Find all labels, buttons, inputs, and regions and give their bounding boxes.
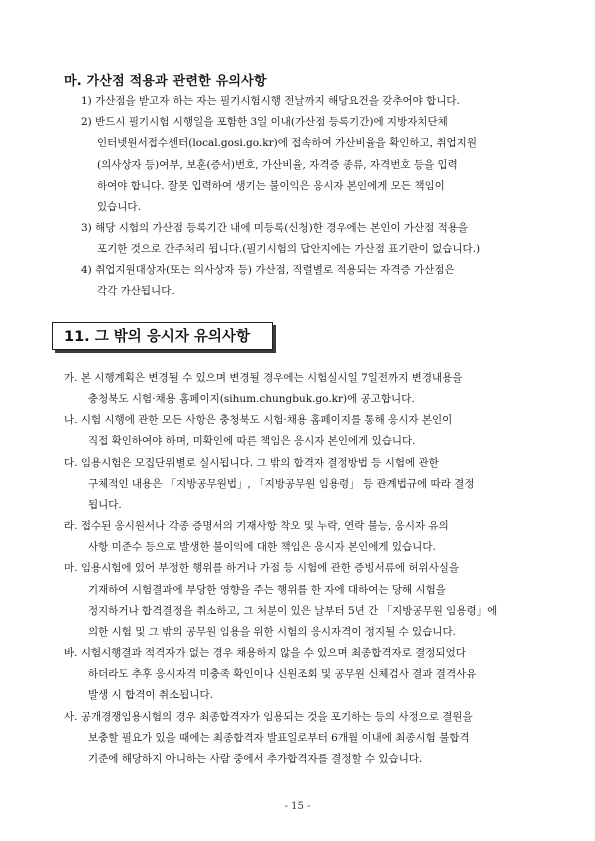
- list-item-na-cont: 직접 확인하여야 하며, 미확인에 따른 책임은 응시자 본인에게 있습니다.: [88, 435, 416, 447]
- list-item-da-cont-2: 됩니다.: [88, 499, 122, 511]
- list-item-ra-cont: 사항 미준수 등으로 발생한 불이익에 대한 책임은 응시자 본인에게 있습니다.: [88, 541, 436, 553]
- list-item-da: 다. 임용시험은 모집단위별로 실시됩니다. 그 밖의 합격자 결정방법 등 시험에 관한: [64, 457, 439, 469]
- list-item-ba-cont-2: 발생 시 합격이 취소됩니다.: [88, 689, 213, 701]
- list-item-ga: 가. 본 시행계획은 변경될 수 있으며 변경될 경우에는 시험실시일 7일전까지 변경내용을: [64, 372, 463, 384]
- list-item-na: 나. 시험 시행에 관한 모든 사항은 충청북도 시험·채용 홈페이지를 통해 응시자 본인이: [64, 414, 453, 426]
- list-item-da-cont-1: 구체적인 내용은 「지방공무원법」, 「지방공무원 임용령」 등 관계법규에 따라 결정: [88, 478, 475, 490]
- list-item-1: 1) 가산점을 받고자 하는 자는 필기시험시행 전날까지 해당요건을 갖추어야 합니다.: [81, 95, 460, 107]
- list-item-4-cont-1: 각각 가산됩니다.: [97, 285, 175, 297]
- list-item-ma: 마. 임용시험에 있어 부정한 행위를 하거나 가점 등 시험에 관한 증빙서류에 허위사실을: [64, 562, 460, 574]
- list-item-2-cont-3: 하여야 합니다. 잘못 입력하여 생기는 불이익은 응시자 본인에게 모든 책임이: [97, 180, 445, 192]
- list-item-ba: 바. 시험시행결과 적격자가 없는 경우 채용하지 않을 수 있으며 최종합격자로 결정되었다: [64, 647, 466, 659]
- list-item-ma-cont-3: 의한 시험 및 그 밖의 공무원 임용을 위한 시험의 응시자격이 정지될 수 있습니다.: [88, 626, 456, 638]
- list-item-ga-cont: 충청북도 시험·채용 홈페이지(sihum.chungbuk.go.kr)에 공고합니다.: [88, 393, 415, 405]
- list-item-3-cont-1: 포기한 것으로 간주처리 됩니다.(필기시험의 답안지에는 가산점 표기란이 없습니다.): [97, 243, 481, 255]
- list-item-2-cont-1: 인터넷원서접수센터(local.gosi.go.kr)에 접속하여 가산비율을 확인하고, 취업지원: [97, 137, 477, 149]
- list-item-2-cont-4: 있습니다.: [97, 201, 141, 213]
- list-item-2-cont-2: (의사상자 등)여부, 보훈(증서)번호, 가산비율, 자격증 종류, 자격번호 등을 입력: [97, 159, 458, 171]
- list-item-sa: 사. 공개경쟁임용시험의 경우 최종합격자가 임용되는 것을 포기하는 등의 사정으로 결원을: [64, 711, 473, 723]
- list-item-ma-cont-1: 기재하여 시험결과에 부당한 영향을 주는 행위를 한 자에 대하여는 당해 시험을: [88, 584, 446, 596]
- list-item-ma-cont-2: 정지하거나 합격결정을 취소하고, 그 처분이 있은 날부터 5년 간 「지방공무원 임용령」에: [88, 605, 498, 617]
- page-number: - 15 -: [284, 801, 311, 812]
- list-item-sa-cont-1: 보충할 필요가 있을 때에는 최종합격자 발표일로부터 6개월 이내에 최종시험 불합격: [88, 732, 470, 744]
- list-item-3: 3) 해당 시험의 가산점 등록기간 내에 미등록(신청)한 경우에는 본인이 가산점 적용을: [81, 222, 469, 234]
- section-ma-heading: 마. 가산점 적용과 관련한 유의사항: [64, 74, 267, 89]
- list-item-sa-cont-2: 기준에 해당하지 아니하는 사람 중에서 추가합격자를 결정할 수 있습니다.: [88, 753, 423, 765]
- section-11-title: 11. 그 밖의 응시자 유의사항: [64, 329, 250, 345]
- list-item-4: 4) 취업지원대상자(또는 의사상자 등) 가산점, 직렬별로 적용되는 자격증 가산점은: [81, 264, 455, 276]
- list-item-ba-cont-1: 하더라도 추후 응시자격 미충족 확인이나 신원조회 및 공무원 신체검사 결과 결격사유: [88, 668, 477, 680]
- list-item-2: 2) 반드시 필기시험 시행일을 포함한 3일 이내(가산점 등록기간)에 지방자치단체: [81, 116, 448, 128]
- list-item-ra: 라. 접수된 응시원서나 각종 증명서의 기재사항 착오 및 누락, 연락 불능, 응시자 유의: [64, 520, 449, 532]
